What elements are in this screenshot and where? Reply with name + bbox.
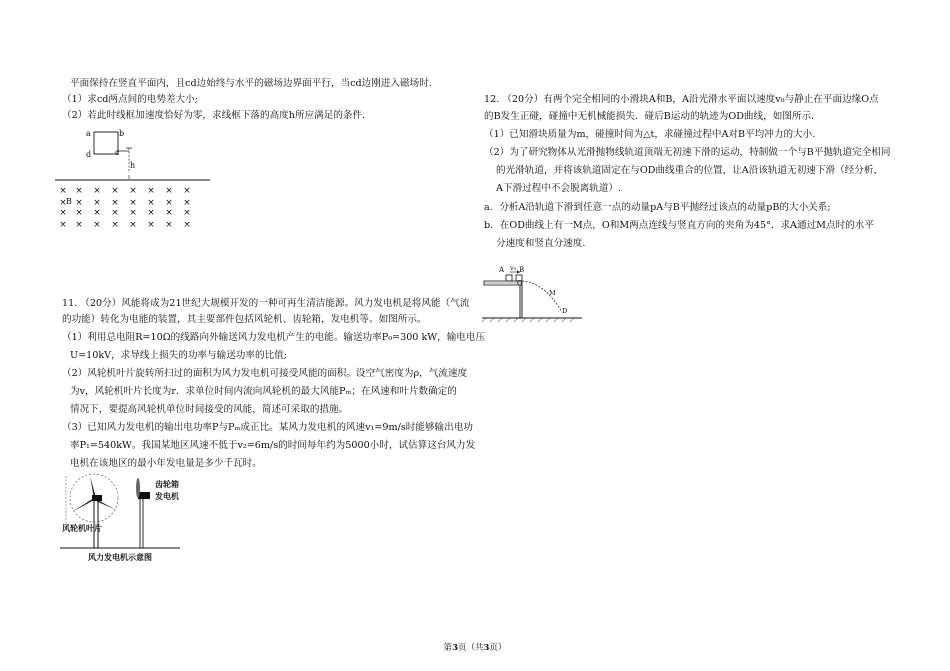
label-A: A <box>499 266 505 274</box>
intro-text: 平面保持在竖直平面内，且cd边始终与水平的磁场边界面平行，当cd边刚进入磁场时. <box>70 78 432 89</box>
svg-text:×: × <box>147 220 155 230</box>
q12-part2-line1: （2）为了研究物体从光滑抛物线轨道顶端无初速下滑的运动，特制做一个与B平抛轨道完全相同 <box>484 147 891 158</box>
svg-text:×: × <box>183 186 191 196</box>
q12-part-b-line2: 分速度和竖直分速度. <box>496 238 586 249</box>
svg-text:×: × <box>75 186 83 196</box>
q10-part2: （2）若此时线框加速度恰好为零，求线框下落的高度h所应满足的条件. <box>62 110 366 121</box>
label-D: D <box>562 307 568 315</box>
svg-text:×: × <box>129 208 137 218</box>
q11-part3-line1: （3）已知风力发电机的输出电功率P与Pₘ成正比。某风力发电机的风速v₁=9m/s时能够输出电功 <box>62 422 473 433</box>
q12-part2-line3: A下滑过程中不会脱离轨道）. <box>496 183 622 194</box>
svg-text:×: × <box>59 198 67 208</box>
svg-text:×: × <box>165 208 173 218</box>
svg-text:×: × <box>165 220 173 230</box>
svg-text:×: × <box>147 186 155 196</box>
footer-page-number: 3 <box>452 643 458 653</box>
svg-text:×: × <box>93 220 101 230</box>
footer-mid: 页（共 <box>457 643 484 653</box>
footer-total-pages: 3 <box>483 643 490 653</box>
label-d: d <box>86 150 92 159</box>
svg-text:×: × <box>111 186 119 196</box>
label-v0: v₀ <box>510 264 517 272</box>
svg-text:×: × <box>183 208 191 218</box>
label-b: b <box>119 129 125 138</box>
label-blade: 风轮机叶片 <box>62 523 102 533</box>
q12-part-b-line1: b．在OD曲线上有一M点，O和M两点连线与竖直方向的夹角为45°．求A通过M点时的水平 <box>484 220 874 231</box>
label-O: O <box>517 279 523 287</box>
svg-text:×: × <box>59 208 67 218</box>
page-footer <box>0 641 950 653</box>
svg-text:×: × <box>59 186 67 196</box>
figure-11-caption: 风力发电机示意图 <box>88 552 152 562</box>
q12-part2-line2: 的光滑轨道，并将该轨道固定在与OD曲线重合的位置，让A沿该轨道无初速下滑（经分析， <box>496 165 884 176</box>
q12-head-line1: 12. （20分）有两个完全相同的小滑块A和B，A沿光滑水平面以速度v₀与静止在平面边缘O点 <box>484 94 879 105</box>
svg-text:×: × <box>129 186 137 196</box>
svg-text:×: × <box>111 208 119 218</box>
q11-part3-line3: 电机在该地区的最小年发电量是多少千瓦时。 <box>70 458 262 469</box>
label-M: M <box>549 289 556 297</box>
q11-part2-line2: 为v，风轮机叶片长度为r．求单位时间内流向风轮机的最大风能Pₘ；在风速和叶片数确定的 <box>70 386 457 397</box>
q11-part1-line1: （1）利用总电阻R=10Ω的线路向外输送风力发电机产生的电能。输送功率P₀=300 kW，输电电压 <box>62 332 486 343</box>
q11-part3-line2: 率P₁=540kW。我国某地区风速不低于v₂=6m/s的时间每年约为5000小时，试估算这台风力发 <box>70 440 476 451</box>
svg-text:×: × <box>147 208 155 218</box>
svg-text:×: × <box>183 220 191 230</box>
q10-part1: （1）求cd两点间的电势差大小; <box>62 94 198 105</box>
label-generator: 发电机 <box>155 491 179 501</box>
figure-10-loop-field <box>55 125 275 240</box>
q11-part1-line2: U=10kV，求导线上损失的功率与输送功率的比值; <box>70 350 287 361</box>
svg-text:×: × <box>165 198 173 208</box>
label-a: a <box>86 129 91 138</box>
q12-part1: （1）已知滑块质量为m，碰撞时间为△t，求碰撞过程中A对B平均冲力的大小． <box>484 129 822 140</box>
svg-text:×: × <box>93 198 101 208</box>
label-gearbox: 齿轮箱 <box>155 479 179 489</box>
svg-text:×: × <box>93 208 101 218</box>
svg-text:×: × <box>59 220 67 230</box>
svg-text:×: × <box>93 186 101 196</box>
q12-part-a: a．分析A沿轨道下滑到任意一点的动量pA与B平抛经过该点的动量pB的大小关系; <box>484 202 831 213</box>
svg-text:×: × <box>165 186 173 196</box>
label-c: c <box>115 148 120 157</box>
q12-head-line2: 的B发生正碰，碰撞中无机械能损失．碰后B运动的轨迹为OD曲线，如图所示． <box>484 111 821 122</box>
svg-text:×: × <box>75 208 83 218</box>
svg-text:×: × <box>129 198 137 208</box>
q11-head-line2: 的功能）转化为电能的装置，其主要部件包括风轮机、齿轮箱，发电机等。如图所示。 <box>62 314 427 325</box>
svg-text:×: × <box>129 220 137 230</box>
q11-part2-line3: 情况下，要提高风轮机单位时间接受的风能，简述可采取的措施。 <box>70 404 349 415</box>
svg-text:×: × <box>111 198 119 208</box>
label-B: B <box>519 266 525 274</box>
svg-text:×: × <box>75 220 83 230</box>
svg-text:×: × <box>147 198 155 208</box>
q11-part2-line1: （2）风轮机叶片旋转所扫过的面积为风力发电机可接受风能的面积。设空气密度为ρ，气流速度 <box>62 368 468 379</box>
footer-pre: 第 <box>443 643 453 653</box>
label-B-field: B <box>66 197 72 206</box>
q11-head-line1: 11. （20分）风能将成为21世纪大规模开发的一种可再生清洁能源。风力发电机是将风能（气流 <box>62 298 470 309</box>
svg-text:×: × <box>75 198 83 208</box>
svg-text:×: × <box>111 220 119 230</box>
label-h: h <box>130 161 136 170</box>
svg-text:×: × <box>183 198 191 208</box>
footer-post: 页） <box>489 643 507 653</box>
